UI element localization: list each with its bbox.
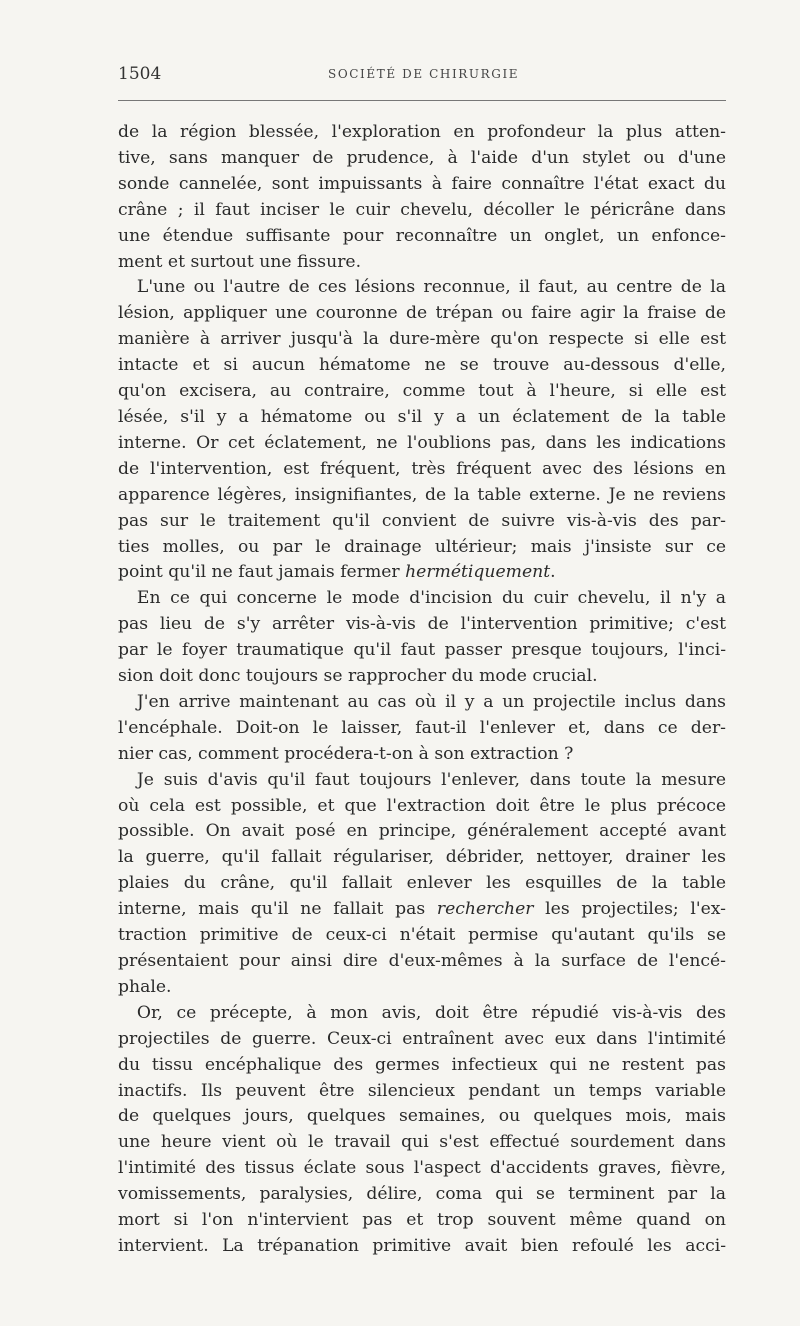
text-line: de la région blessée, l'exploration en profondeur la plus atten- — [118, 122, 726, 142]
running-head: SOCIÉTÉ DE CHIRURGIE — [328, 67, 520, 81]
text-line: intacte et si aucun hématome ne se trouve au-dessous d'elle, — [118, 355, 726, 376]
text-line: phale. — [118, 976, 172, 997]
text-run: interne, mais qu'il ne fallait pas — [118, 899, 437, 920]
text-line: du tissu encéphalique des germes infectieux qui ne restent pas — [118, 1054, 726, 1075]
text-line: tive, sans manquer de prudence, à l'aide d'un stylet ou d'une — [118, 147, 726, 168]
text-line: vomissements, paralysies, délire, coma qui se terminent par la — [118, 1184, 726, 1205]
page-number: 1504 — [118, 64, 162, 84]
text-line: l'encéphale. Doit-on le laisser, faut-il l'enlever et, dans ce der- — [118, 717, 726, 738]
text-line: par le foyer traumatique qu'il faut passer presque toujours, l'inci- — [118, 640, 726, 661]
text-line: de quelques jours, quelques semaines, ou quelques mois, mais — [118, 1106, 726, 1127]
text-line: projectiles de guerre. Ceux-ci entraînent avec eux dans l'intimité — [118, 1028, 726, 1049]
text-line — [118, 897, 726, 923]
text-line: ties molles, ou par le drainage ultérieur; mais j'insiste sur ce — [118, 536, 726, 557]
text-line: Or, ce précepte, à mon avis, doit être répudié vis-à-vis des — [136, 1002, 726, 1023]
text-line: apparence légères, insignifiantes, de la table externe. Je ne reviens — [118, 484, 726, 505]
paragraph-6 — [118, 1001, 726, 1260]
paragraph-3 — [118, 586, 726, 690]
text-run: point qu'il ne faut jamais fermer — [118, 562, 406, 583]
text-run: . — [550, 562, 556, 583]
text-line: possible. On avait posé en principe, généralement accepté avant — [118, 821, 726, 842]
text-line: ment et surtout une fissure. — [118, 251, 362, 272]
text-line: présentaient pour ainsi dire d'eux-mêmes à la surface de l'encé- — [118, 951, 726, 971]
text-line: où cela est possible, et que l'extraction doit être le plus précoce — [118, 795, 726, 816]
text-line: plaies du crâne, qu'il fallait enlever les esquilles de la table — [118, 873, 726, 894]
text-line: mort si l'on n'intervient pas et trop souvent même quand on — [118, 1210, 726, 1231]
text-line: traction primitive de ceux-ci n'était permise qu'autant qu'ils se — [118, 925, 726, 946]
text-line — [118, 560, 726, 586]
text-line: de l'intervention, est fréquent, très fréquent avec des lésions en — [118, 458, 726, 479]
page-header — [118, 64, 726, 90]
text-line: L'une ou l'autre de ces lésions reconnue, il faut, au centre de la — [136, 277, 726, 298]
text-line: lésée, s'il y a hématome ou s'il y a un éclatement de la table — [118, 406, 726, 427]
paragraph-1 — [118, 120, 726, 275]
italic-word: rechercher — [436, 899, 534, 920]
text-line: l'intimité des tissus éclate sous l'aspect d'accidents graves, fièvre, — [118, 1158, 726, 1179]
text-line: la guerre, qu'il fallait régulariser, débrider, nettoyer, drainer les — [118, 847, 726, 868]
text-line: une heure vient où le travail qui s'est effectué sourdement dans — [118, 1132, 726, 1153]
text-line: sion doit donc toujours se rapprocher du mode crucial. — [118, 666, 598, 687]
italic-word: hermétiquement — [405, 562, 551, 583]
text-line: J'en arrive maintenant au cas où il y a un projectile inclus dans — [136, 691, 726, 712]
text-line: lésion, appliquer une couronne de trépan ou faire agir la fraise de — [118, 303, 726, 324]
text-line: qu'on excisera, au contraire, comme tout à l'heure, si elle est — [118, 381, 726, 402]
text-line: interne. Or cet éclatement, ne l'oublions pas, dans les indications — [118, 432, 726, 453]
body-text — [118, 120, 726, 1260]
text-line: intervient. La trépanation primitive avait bien refoulé les acci- — [118, 1235, 726, 1256]
text-line: crâne ; il faut inciser le cuir chevelu, décoller le péricrâne dans — [118, 199, 726, 220]
text-line: une étendue suffisante pour reconnaître un onglet, un enfonce- — [118, 225, 726, 246]
text-line: Je suis d'avis qu'il faut toujours l'enlever, dans toute la mesure — [136, 769, 726, 790]
text-line: nier cas, comment procédera-t-on à son extraction ? — [118, 743, 574, 764]
text-line: inactifs. Ils peuvent être silencieux pendant un temps variable — [118, 1080, 726, 1101]
text-line: manière à arriver jusqu'à la dure-mère qu'on respecte si elle est — [118, 329, 726, 350]
text-run: les projectiles; l'ex- — [533, 899, 726, 920]
paragraph-5 — [118, 768, 726, 1001]
header-rule — [118, 100, 726, 101]
text-line: pas sur le traitement qu'il convient de suivre vis-à-vis des par- — [118, 510, 726, 531]
paragraph-2 — [118, 275, 726, 586]
text-line: pas lieu de s'y arrêter vis-à-vis de l'intervention primitive; c'est — [118, 614, 726, 635]
paragraph-4 — [118, 690, 726, 768]
text-line: En ce qui concerne le mode d'incision du cuir chevelu, il n'y a — [136, 588, 726, 609]
text-line: sonde cannelée, sont impuissants à faire connaître l'état exact du — [118, 173, 726, 194]
